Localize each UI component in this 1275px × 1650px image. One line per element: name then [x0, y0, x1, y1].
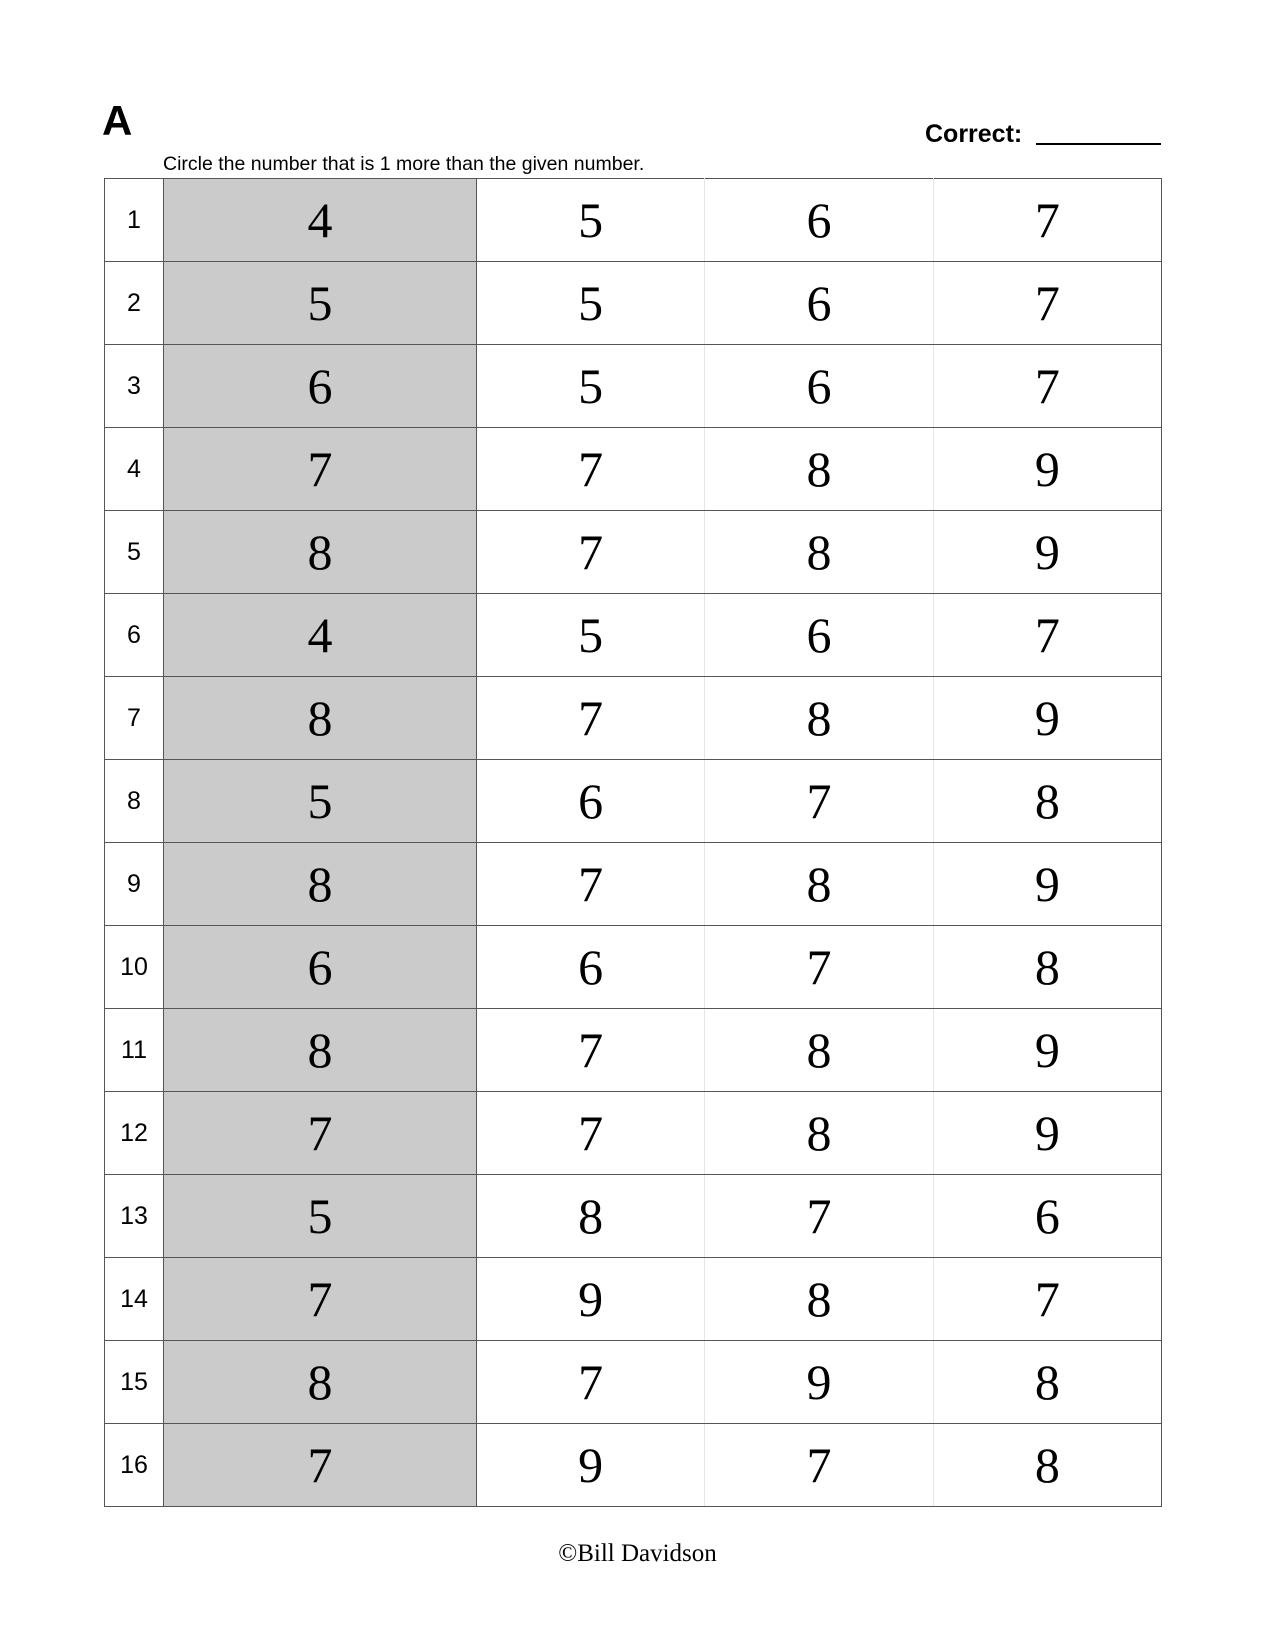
- correct-score: [925, 122, 1161, 147]
- table-row: [105, 262, 1162, 345]
- answer-choice[interactable]: 7: [477, 1009, 705, 1092]
- question-number: 12: [105, 1092, 164, 1175]
- answer-choice[interactable]: 7: [933, 345, 1161, 428]
- answer-choice[interactable]: 9: [933, 511, 1161, 594]
- question-number: 4: [105, 428, 164, 511]
- answer-choice[interactable]: 7: [477, 843, 705, 926]
- answer-choice[interactable]: 9: [477, 1258, 705, 1341]
- question-number: 7: [105, 677, 164, 760]
- answer-choice[interactable]: 5: [477, 179, 705, 262]
- answer-choice[interactable]: 7: [705, 1175, 933, 1258]
- table-row: [105, 594, 1162, 677]
- given-number: 8: [164, 843, 477, 926]
- table-row: [105, 677, 1162, 760]
- answer-choice[interactable]: 9: [705, 1341, 933, 1424]
- table-row: [105, 345, 1162, 428]
- question-number: 2: [105, 262, 164, 345]
- given-number: 6: [164, 345, 477, 428]
- answer-choice[interactable]: 8: [933, 760, 1161, 843]
- given-number: 8: [164, 511, 477, 594]
- answer-choice[interactable]: 7: [933, 1258, 1161, 1341]
- table-row: [105, 1092, 1162, 1175]
- given-number: 7: [164, 1258, 477, 1341]
- answer-choice[interactable]: 7: [477, 1092, 705, 1175]
- given-number: 5: [164, 760, 477, 843]
- answer-choice[interactable]: 9: [933, 1009, 1161, 1092]
- answer-choice[interactable]: 5: [477, 345, 705, 428]
- worksheet-table: [104, 178, 1162, 1507]
- answer-choice[interactable]: 8: [705, 677, 933, 760]
- given-number: 4: [164, 179, 477, 262]
- answer-choice[interactable]: 6: [705, 594, 933, 677]
- answer-choice[interactable]: 9: [933, 677, 1161, 760]
- answer-choice[interactable]: 7: [477, 428, 705, 511]
- given-number: 6: [164, 926, 477, 1009]
- answer-choice[interactable]: 9: [477, 1424, 705, 1507]
- question-number: 14: [105, 1258, 164, 1341]
- question-number: 9: [105, 843, 164, 926]
- answer-choice[interactable]: 6: [705, 345, 933, 428]
- question-number: 3: [105, 345, 164, 428]
- table-row: [105, 1258, 1162, 1341]
- copyright-footer: ©Bill Davidson: [558, 1540, 717, 1567]
- instructions: Circle the number that is 1 more than the given number.: [163, 153, 645, 175]
- answer-choice[interactable]: 8: [477, 1175, 705, 1258]
- given-number: 5: [164, 1175, 477, 1258]
- question-number: 11: [105, 1009, 164, 1092]
- table-row: [105, 1009, 1162, 1092]
- answer-choice[interactable]: 5: [477, 594, 705, 677]
- answer-choice[interactable]: 8: [933, 1341, 1161, 1424]
- answer-choice[interactable]: 7: [705, 1424, 933, 1507]
- answer-choice[interactable]: 7: [705, 760, 933, 843]
- given-number: 7: [164, 1424, 477, 1507]
- given-number: 8: [164, 1009, 477, 1092]
- answer-choice[interactable]: 8: [933, 926, 1161, 1009]
- given-number: 8: [164, 677, 477, 760]
- given-number: 7: [164, 428, 477, 511]
- score-blank-line[interactable]: [1036, 143, 1161, 145]
- table-row: [105, 843, 1162, 926]
- answer-choice[interactable]: 7: [477, 511, 705, 594]
- table-row: [105, 1341, 1162, 1424]
- given-number: 7: [164, 1092, 477, 1175]
- answer-choice[interactable]: 6: [705, 179, 933, 262]
- question-number: 8: [105, 760, 164, 843]
- answer-choice[interactable]: 7: [705, 926, 933, 1009]
- answer-choice[interactable]: 6: [705, 262, 933, 345]
- answer-choice[interactable]: 9: [933, 428, 1161, 511]
- answer-choice[interactable]: 8: [705, 1258, 933, 1341]
- answer-choice[interactable]: 9: [933, 843, 1161, 926]
- answer-choice[interactable]: 7: [477, 1341, 705, 1424]
- question-number: 6: [105, 594, 164, 677]
- answer-choice[interactable]: 8: [705, 843, 933, 926]
- answer-choice[interactable]: 9: [933, 1092, 1161, 1175]
- answer-choice[interactable]: 8: [705, 1092, 933, 1175]
- answer-choice[interactable]: 8: [705, 1009, 933, 1092]
- table-row: [105, 179, 1162, 262]
- answer-choice[interactable]: 5: [477, 262, 705, 345]
- answer-choice[interactable]: 8: [705, 511, 933, 594]
- table-row: [105, 1424, 1162, 1507]
- answer-choice[interactable]: 7: [933, 179, 1161, 262]
- question-number: 16: [105, 1424, 164, 1507]
- answer-choice[interactable]: 6: [477, 926, 705, 1009]
- given-number: 4: [164, 594, 477, 677]
- correct-label: Correct:: [925, 120, 1023, 148]
- answer-choice[interactable]: 7: [933, 262, 1161, 345]
- given-number: 5: [164, 262, 477, 345]
- question-number: 10: [105, 926, 164, 1009]
- question-number: 13: [105, 1175, 164, 1258]
- answer-choice[interactable]: 6: [477, 760, 705, 843]
- answer-choice[interactable]: 7: [933, 594, 1161, 677]
- table-row: [105, 428, 1162, 511]
- given-number: 8: [164, 1341, 477, 1424]
- question-number: 5: [105, 511, 164, 594]
- question-number: 1: [105, 179, 164, 262]
- table-row: [105, 760, 1162, 843]
- answer-choice[interactable]: 8: [705, 428, 933, 511]
- answer-choice[interactable]: 7: [477, 677, 705, 760]
- page-letter: A: [102, 97, 133, 144]
- question-number: 15: [105, 1341, 164, 1424]
- answer-choice[interactable]: 6: [933, 1175, 1161, 1258]
- table-row: [105, 926, 1162, 1009]
- table-row: [105, 511, 1162, 594]
- answer-choice[interactable]: 8: [933, 1424, 1161, 1507]
- table-row: [105, 1175, 1162, 1258]
